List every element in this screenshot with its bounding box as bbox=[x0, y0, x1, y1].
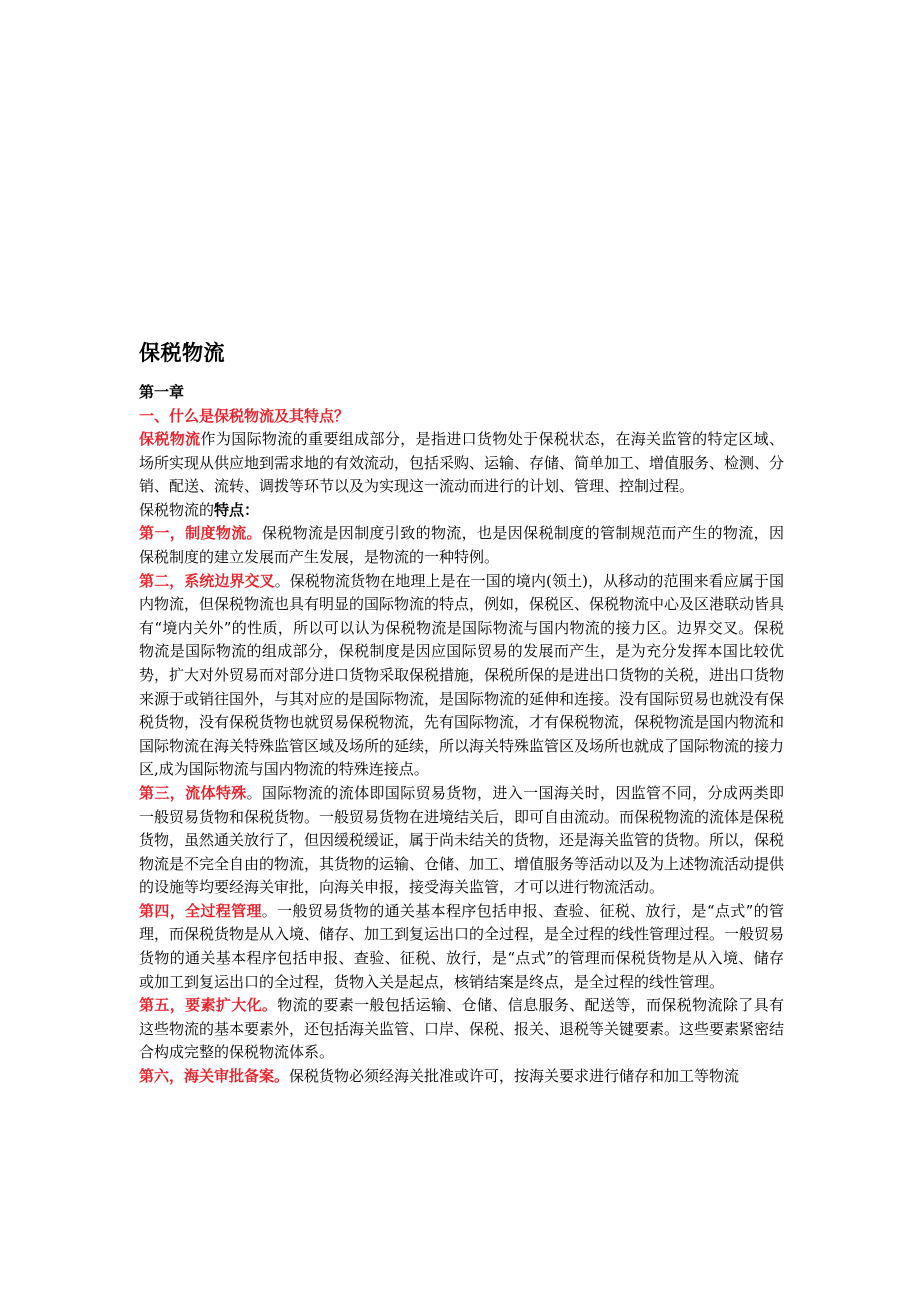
intro-text: 作为国际物流的重要组成部分，是指进口货物处于保税状态，在海关监管的特定区域、场所实现从供应地到需求地的有效流动，包括采购、运输、存储、简单加工、增值服务、检测、分销、配送、流转、调拨等环节以及为实现这一流动而进行的计划、管理、控制过程。 bbox=[139, 430, 785, 496]
feature-text: 。一般贸易货物的通关基本程序包括申报、查验、征税、放行，是“点式”的管理，而保税货物是从入境、储存、加工到复运出口的全过程，是全过程的线性管理过程。一般贸易货物的通关基本程序包括申报、查验、征税、放行，是“点式”的管理而保税货物是从入境、储存或加工到复运出口的全过程，货物入关是起点，核销结案是终点，是全过程的线性管理。 bbox=[139, 901, 785, 991]
feature-text: 。保税物流货物在地理上是在一国的境内(领土)，从移动的范围来看应属于国内物流，但保税物流也具有明显的国际物流的特点，例如，保税区、保税物流中心及区港联动皆具有“境内关外”的性质，所以可以认为保税物流是国际物流与国内物流的接力区。边界交叉。保税物流是国际物流的组成部分，保税制度是因应国际贸易的发展而产生，是为充分发挥本国比较优势，扩大对外贸易而对部分进口货物采取保税措施，保税所保的是进出口货物的关税，进出口货物来源于或销往国外，与其对应的是国际物流，是国际物流的延伸和连接。没有国际贸易也就没有保税货物，没有保税货物也就贸易保税物流，先有国际物流，才有保税物流，保税物流是国内物流和国际物流在海关特殊监管区域及场所的延续，所以海关特殊监管区及场所也就成了国际物流的接力区,成为国际物流与国内物流的特殊连接点。 bbox=[139, 571, 785, 779]
feature-paragraph-1 bbox=[139, 522, 784, 569]
feature-paragraph-6 bbox=[139, 1065, 784, 1089]
feature-label: 第四，全过程管理 bbox=[139, 901, 262, 920]
feature-label: 第二，系统边界交叉 bbox=[139, 571, 275, 590]
feature-paragraph-5 bbox=[139, 994, 784, 1065]
feature-text: 。国际物流的流体即国际贸易货物，进入一国海关时，因监管不同，分成两类即一般贸易货物和保税货物。一般贸易货物在进境结关后，即可自由流动。而保税物流的流体是保税货物，虽然通关放行了，但因缓税缓证，属于尚未结关的货物，还是海关监管的货物。所以，保税物流是不完全自由的物流，其货物的运输、仓储、加工、增值服务等活动以及为上述物流活动提供的设施等均要经海关审批，向海关申报，接受海关监管，才可以进行物流活动。 bbox=[139, 783, 785, 897]
document-page bbox=[139, 338, 784, 1089]
section-heading: 一、什么是保税物流及其特点？ bbox=[139, 407, 350, 425]
intro-paragraph bbox=[139, 428, 784, 499]
feature-label: 第三，流体特殊 bbox=[139, 783, 247, 802]
feature-label: 第六，海关审批备案。 bbox=[139, 1067, 290, 1086]
feature-text: 物流的要素一般包括运输、仓储、信息服务、配送等，而保税物流除了具有这些物流的基本要素外，还包括海关监管、口岸、保税、报关、退税等关键要素。这些要素紧密结合构成完整的保税物流体系。 bbox=[139, 996, 785, 1062]
feature-text: 保税物流是因制度引致的物流，也是因保税制度的管制规范而产生的物流，因保税制度的建立发展而产生发展，是物流的一种特例。 bbox=[139, 524, 784, 566]
feature-paragraph-4 bbox=[139, 900, 784, 994]
feature-label: 第一，制度物流。 bbox=[139, 524, 262, 543]
features-intro bbox=[139, 499, 784, 523]
document-title: 保税物流 bbox=[139, 341, 225, 365]
feature-paragraph-2 bbox=[139, 570, 784, 782]
intro-term: 保税物流 bbox=[139, 430, 201, 448]
chapter-heading: 第一章 bbox=[139, 383, 185, 401]
feature-paragraph-3 bbox=[139, 782, 784, 900]
feature-label: 第五，要素扩大化。 bbox=[139, 996, 278, 1015]
feature-text: 保税货物必须经海关批准或许可，按海关要求进行储存和加工等物流 bbox=[289, 1067, 740, 1086]
features-intro-emphasis: 特点： bbox=[214, 500, 260, 519]
features-intro-prefix: 保税物流的 bbox=[139, 500, 215, 519]
